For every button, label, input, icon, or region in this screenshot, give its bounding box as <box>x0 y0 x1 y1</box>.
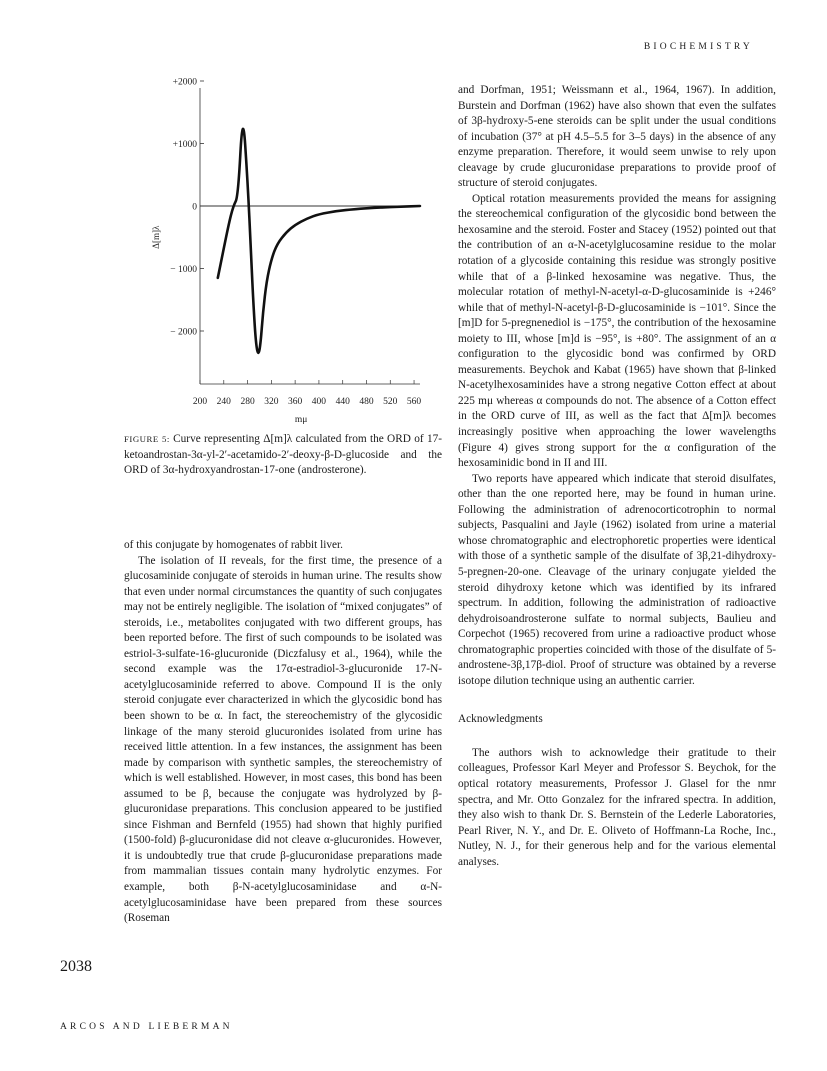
left-column <box>124 538 442 927</box>
x-tick-label: 320 <box>264 397 279 407</box>
chart-curve <box>218 129 420 353</box>
ord-curve-series <box>218 129 420 353</box>
acknowledgments-heading: Acknowledgments <box>458 713 543 726</box>
x-tick-label: 280 <box>240 397 255 407</box>
paragraph: and Dorfman, 1951; Weissmann et al., 1964, 1967). In addition, Burstein and Dorfman (1962) have also shown that even the sulfates of 3β-hydroxy-5-ene steroids can be split under the usual conditions of incubation (37° at pH 4.5–5.5 for 3–5 days) in the absence of any enzyme preparation. Therefore, it would seem unwise to rely upon cleavage by crude glucuronidase preparations to provide proof of structure of steroid conjugates. <box>458 84 776 190</box>
chart-axes <box>200 88 420 384</box>
paragraph: The isolation of II reveals, for the first time, the presence of a glucosaminide conjugate of steroids in human urine. The results show that even under normal circumstances the quantity of such conjugates may not be entirely negligible. The isolation of “mixed conjugates” of steroids, i.e., metabolites conjugated with two different groups, has been reported before. The first of such compounds to be isolated was estriol-3-sulfate-16-glucuronide (Diczfalusy et al., 1964), while the second example was the 17α-estradiol-3-glucuronide 17-N-acetylglucosaminide referred to above. Compound II is the only steroid conjugate ever characterized in which the glycosidic bond has been shown to be α. In fact, the stereochemistry of the glycosidic linkage of the many steroid glucuronides isolated from urine has received little attention. In a few instances, the assignment has been made by comparison with synthetic samples, the stereochemistry of which is well established. However, in most cases, this bond has been assumed to be β, because the conjugate was hydrolyzed by β-glucuronidase preparations. This conclusion appeared to be justified since Fishman and Bernfeld (1955) had shown that highly purified (1500-fold) β-glucuronidase did not cleave α-glucuronides. However, it is undoubtedly true that crude β-glucuronidase preparations made from mammalian tissues contain many hydrolytic enzymes. For example, both β-N-acetylglucosaminidase and α-N-acetylglucosaminidase have been prepared from these sources (Roseman <box>124 554 442 925</box>
y-tick-label: +1000 <box>172 140 197 150</box>
y-axis-label: Δ[m]λ <box>151 225 161 249</box>
chart-ticks <box>151 78 421 425</box>
y-tick-label: 0 <box>192 202 197 213</box>
x-tick-label: 400 <box>311 397 327 407</box>
acknowledgments-text: The authors wish to acknowledge their gratitude to their colleagues, Professor Karl Meyer and Professor S. Beychok, for the optical rotatory measurements, Professor J. Glasel for the nmr spectra, and Mr. Otto Gonzalez for the infrared spectra. In addition, they also wish to thank Dr. S. Bernstein of the Lederle Laboratories, Pearl River, N. Y., and Dr. E. Oliveto of Hoffmann-La Roche, Inc., Nutley, N. J., for their generous help and for the various elemental analyses. <box>458 746 776 868</box>
y-tick-label: +2000 <box>172 78 197 88</box>
x-tick-label: 240 <box>216 397 231 407</box>
x-tick-label: 200 <box>192 397 208 407</box>
running-footer: ARCOS AND LIEBERMAN <box>60 1022 233 1032</box>
x-tick-label: 520 <box>383 397 398 407</box>
x-axis-label: mμ <box>294 415 308 425</box>
figure-caption <box>124 432 442 479</box>
figure-label: FIGURE 5: <box>124 434 170 444</box>
x-tick-label: 360 <box>288 397 303 407</box>
x-tick-label: 560 <box>406 397 422 407</box>
caption-text: Curve representing Δ[m]λ calculated from the ORD of 17-ketoandrostan-3α-yl-2′-acetamido-2′-deoxy-β-D-glucoside and the ORD of 3α-hydroxyandrostan-17-one (androsterone). <box>124 433 443 476</box>
figure-5-chart <box>125 78 445 428</box>
paragraph: Two reports have appeared which indicate that steroid disulfates, other than the one reported here, may be found in human urine. Following the administration of adrenocorticotrophin to normal subjects, Pasqualini and Jayle (1962) isolated from urine a material whose chromatographic and electrophoretic properties were identical with those of a synthetic sample of the disulfate of 3β,21-dihydroxy-5-pregnen-20-one. Cleavage of the urinary conjugate yielded the steroid dihydroxy ketone which was identified by its infrared spectrum. In addition, following the administration of radioactive dehydroisoandrosterone sulfate to normal subjects, Baulieu and Corpechot (1965) recovered from urine a radioactive product whose chromatographic properties coincided with those of the disulfate of 5-androstene-3β,17β-diol. Proof of structure was obtained by a reverse isotope dilution technique using an authentic carrier. <box>458 472 776 687</box>
x-tick-label: 480 <box>359 397 374 407</box>
running-header: BIOCHEMISTRY <box>643 42 753 52</box>
page-number: 2038 <box>60 958 92 975</box>
x-tick-label: 440 <box>335 397 350 407</box>
paragraph: of this conjugate by homogenates of rabbit liver. <box>124 539 343 551</box>
paragraph: Optical rotation measurements provided the means for assigning the stereochemical configuration of the glycosidic bond between the hexosamine and the steroid. Foster and Stacey (1952) pointed out that the contribution of an α-N-acetylglucosamine residue to the molar rotation of a glycoside containing this residue was strongly positive while that of a β-linked hexosamine was negative. Thus, the molecular rotation of methyl-N-acetyl-α-D-glucosaminide is +246° while that of methyl-N-acetyl-β-D-glucosaminide is −101°. Since the [m]D for 5-pregnenediol is −175°, the contribution of the hexosamine moiety to III, whose [m]d is −95°, is +80°. The assignment of an α configuration to the glycosidic bond was confirmed by ORD measurements. Beychok and Kabat (1965) have shown that β-linked N-acetylhexosaminides have a strong negative Cotton effect at about 225 mμ whereas α compounds do not. The absence of a Cotton effect in the ORD curve of III, as well as the fact that Δ[m]λ becomes increasingly positive when approaching the lower wavelengths (Figure 4) gives strong support for the α configuration of the hexosaminidic bond in II and III. <box>458 192 776 470</box>
y-tick-label: − 2000 <box>170 327 197 338</box>
y-tick-label: − 1000 <box>170 265 197 275</box>
right-column <box>458 83 776 870</box>
